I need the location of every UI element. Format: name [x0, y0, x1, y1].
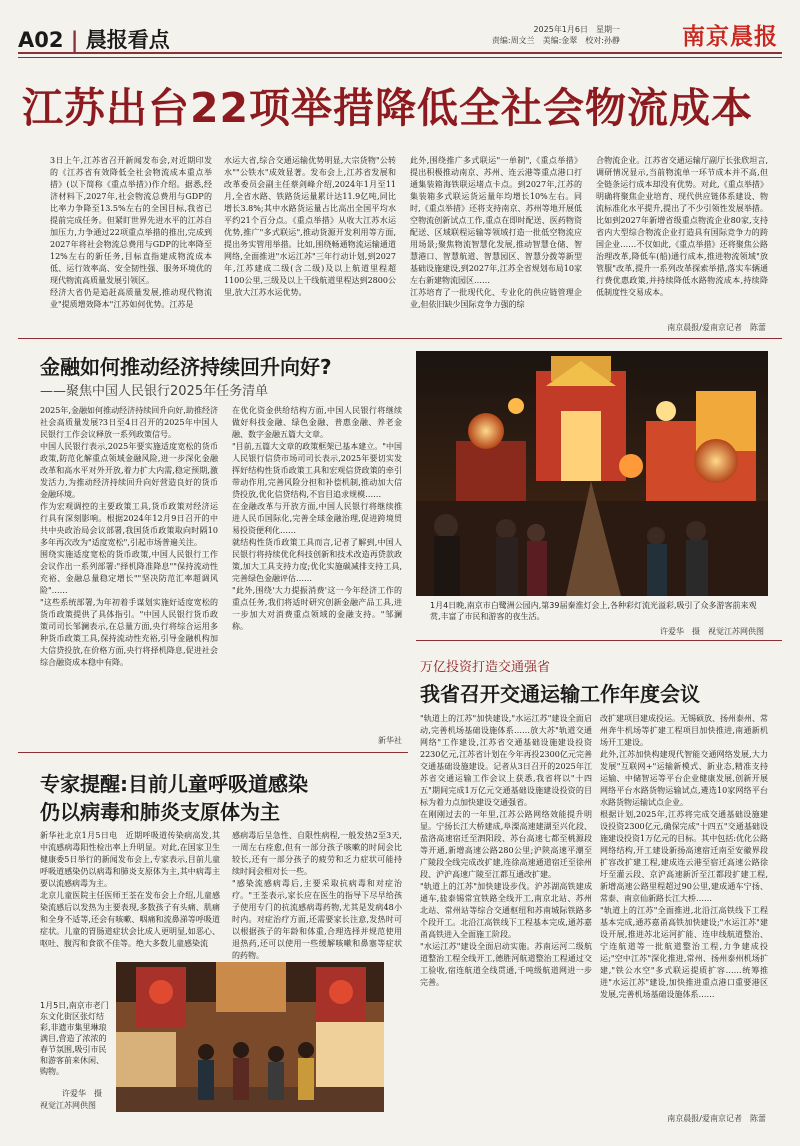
lantern-festival-photo: [416, 351, 768, 596]
health-column-1: 新华社北京1月5日电 近期呼吸道传染病高发,其中流感病毒阳性检出率上升明显。对此,在国家卫生健康委5日举行的新闻发布会上,专家表示,目前儿童呼吸道感染仍以病毒和肺炎支原体为主,其中病毒主要以流感病毒为主。 北京儿童医院主任医师王荃在发布会上介绍,儿童感染流感后以发热为主要表现,多数孩子有头痛、肌痛和全身不适等,还会有咳嗽、咽痛和流鼻涕等呼吸道症状。儿童的胃肠道症状会比成人更明显,如恶心、呕吐、腹泻和食欲不佳等。绝大多数儿童感染流: [40, 831, 220, 948]
finance-subtitle: ——聚焦中国人民银行2025年任务清单: [40, 384, 269, 399]
health-title-line-2: 仍以病毒和肺炎支原体为主: [40, 800, 280, 824]
section-name: 晨报看点: [85, 28, 170, 52]
masthead-meta: [492, 24, 620, 46]
lantern-festival-illustration: [416, 351, 768, 596]
page-code: A02: [18, 28, 64, 52]
transport-byline: 南京晨报/爱南京记者 陈蕾: [667, 1114, 766, 1123]
transport-column-1: "轨道上的江苏"加快建设,"水运江苏"建设全面启动,完善机场基础设施体系……放大苏"轨道交通网络"工作建设,江苏省交通基础设施建设投资2230亿元,江苏省计划在今年再投2300亿元完善交通基础设施建设。记者从3日召开的2025年江苏省交通运输工作会议上获悉,我省将以"十四五"期间完成1万亿元交通基础设施建设投资的目标为着力点加快建设交通强省。 在刚刚过去的一年里,江苏公路网络效能提升明显。宁扬长江大桥建成,阜溧高速建湖至兴化段、盐洛高速宿迁至泗阳段、苏台高速七都至桃源段等开通,新增高速公路280公里;沪陕高速平潮至广陵段全线完成改扩建,连徐高速通道宿迁至徐州段、沪沪高速广陵至江都互通改扩建。 "轨道上的江苏"加快建设步伐。沪苏湖高铁建成通车,盐泰锡常宜铁路全线开工,南京北站、苏州北站、常州站等综合交通枢纽和苏南城际铁路多个段开工。北沿江高铁线下工程基本完成,通苏嘉甬高铁进入全面施工阶段。 "水运江苏"建设全面启动实施。苏南运河二级航道整治工程全线开工,德胜河航道整治工程通过交工验收,宿连航道全线贯通,千吨级航道网进一步完善。: [420, 714, 592, 987]
header-rule: [18, 52, 782, 54]
lead-headline: 江苏出台22项举措降低全社会物流成本: [22, 84, 754, 132]
transport-kicker: 万亿投资打造交通强省: [420, 660, 551, 675]
market-photo-caption: 1月5日,南京市老门东文化街区张灯结彩,非遗市集里琳琅满目,营造了浓浓的春节氛围,吸引市民和游客前来休闲、购物。: [40, 1001, 109, 1076]
page-section-header: [18, 24, 170, 54]
health-title-line-1: 专家提醒:目前儿童呼吸道感染: [40, 772, 308, 796]
lead-column-4: 合物流企业。江苏省交通运输厅副厅长张欣坦言,调研情况显示,当前物流单一环节成本并不高,但全链条运行成本却没有优势。对此,《重点举措》明确将聚焦企业培育、现代供应链体系建设、物流标准化水平提升,提出了不少引领性发展举措。比如到2027年新增省级重点物流企业80家,支持省内大型综合物流企业打造具有国际竞争力的跨国企业……不仅如此,《重点举措》还将聚焦公路治理改革,降低车(船)通行成本,推进物流领域"放管服"改革,提升一系列改革探索举措,落实车辆通行费优惠政策,并持续降低水路物流成本,持续降低制度性交易成本。: [596, 156, 768, 297]
header-rule-thin: [18, 57, 782, 58]
finance-column-2: 在优化资金供给结构方面,中国人民银行将继续做好科技金融、绿色金融、普惠金融、养老金融、数字金融五篇大文章。 "目前,五篇大文章的政策框架已基本建立。"中国人民银行信贷市场司司长表示,2025年要切实发挥好结构性货币政策工具和宏观信贷政策的牵引带动作用,完善风险分担和补偿机制,推动加大信贷投放,优化信贷结构,不盲目追求规模…… 在金融改革与开放方面,中国人民银行将继续推进人民币国际化,完善全球金融治理,促进跨境贸易投资便利化…… 就结构性货币政策工具而言,记者了解到,中国人民银行将持续优化科技创新和技术改造再贷款政策,加大工具支持力度;优化实施碳减排支持工具,完善绿色金融评估…… "此外,围绕'大力提振消费'这一今年经济工作的重点任务,我们将适时研究创新金融产品工具,进一步加大对消费重点领域的金融支持。"邹澜称。: [232, 406, 402, 631]
market-photo-credit-author: 许爱华 摄: [62, 1089, 102, 1098]
transport-column-2: 改扩建项目建成投运。无锡硕放、扬州泰州、常州奔牛机场等扩建工程项目加快推进,南通新机场开工建设。 此外,江苏加快构建现代智能交通网络发展,大力发展"互联网+"运输新模式、新业态,精准支持运输、中储智运等平台企业健康发展,创新开展网络平台水路货物运输试点,遴选10家网络平台水路货物运输试点企业。 根据计划,2025年,江苏将完成交通基础设施建设投资2300亿元,确保完成"十四五"交通基础设施建设投资1万亿元的目标。其中包括:优化公路网络结构,开工建设新扬高速宿迁南至安徽界段扩容改扩建工程,建成连云港至宿迁高速公路徐圩至灌云段、京沪高速新沂至江都段扩建工程,新增高速公路里程超过90公里,建成通车宁扬、常泰、南京仙新路长江大桥…… "轨道上的江苏"全面推进,北沿江高铁线下工程基本完成,通苏嘉甬高铁加快建设;"水运江苏"建设开展,推进苏北运河扩能、连申线航道整治、宁连航道等一批航道整治工程,力争建成投运;"空中江苏"深化推进,常州、扬州泰州机场扩建,"铁公水空"多式联运提质扩容……统筹推进"水运江苏"建设,加快推进重点港口重要港区发展,完善机场基础设施体系……: [600, 714, 768, 999]
lantern-photo-credit: 许爱华 摄 视觉江苏网供图: [660, 627, 764, 636]
lead-column-3: 此外,围绕推广多式联运"一单制",《重点举措》提出积极推动南京、苏州、连云港等重点港口打通集装箱海铁联运堵点卡点。到2027年,江苏的集装箱多式联运货运量年均增长10%左右。同时,《重点举措》还将支持南京、苏州等地开展低空物流创新试点工作,重点在即时配送、医药物资配送、区域联程运输等领域打造一批低空物流应用场景;聚焦物流智慧化发展,推动智慧仓储、智慧港口、智慧航道、智慧园区、智慧分拨等新型基础设施建设,到2027年,江苏全省规划布局10家左右新建物流园区…… 江苏培育了一批现代化、专业化的供应链管理企业,但依旧缺少国际竞争力强的综: [410, 156, 582, 309]
lead-byline: 南京晨报/爱南京记者 陈蕾: [667, 323, 766, 332]
staff-credits: 责编:周文兰 美编:金翠 校对:孙静: [491, 36, 620, 45]
market-photo-credit-source: 视觉江苏网供图: [40, 1101, 96, 1110]
market-street-illustration: [116, 962, 384, 1112]
newspaper-logo: 南京晨报: [682, 23, 778, 50]
finance-title: 金融如何推动经济持续回升向好?: [40, 355, 332, 379]
finance-byline: 新华社: [378, 736, 402, 745]
finance-column-1: 2025年,金融如何推动经济持续回升向好,助推经济社会高质量发展?3日至4日召开的2025年中国人民银行工作会议释放一系列政策信号。 中国人民银行表示,2025年要实施适度宽松的货币政策,防范化解重点领域金融风险,进一步深化金融改革和高水平对外开放,着力扩大内需,稳定预期,激发活力,为推动经济持续回升向好营造良好的货币金融环境。 作为宏观调控的主要政策工具,货币政策对经济运行具有深刻影响。根据2024年12月9日召开的中共中央政治局会议部署,我国货币政策取向时隔10多年再次改为"适度宽松",引起市场普遍关注。 围绕实施适度宽松的货币政策,中国人民银行工作会议作出一系列部署:"择机降准降息""保持流动性充裕、金融总量稳定增长""坚决防范汇率超调风险"…… "这些系统部署,为年初着手谋划实施好适度宽松的货币政策提供了具体指引。"中国人民银行货币政策司司长邹澜表示,在总量方面,央行将综合运用多种货币政策工具,保持流动性充裕,引导金融机构加大信贷投放,在价格方面,央行将择机降息,促进社会综合融资成本稳中有降。: [40, 406, 218, 667]
market-street-photo: [116, 962, 384, 1112]
health-divider: [18, 752, 408, 753]
transport-title: 我省召开交通运输工作年度会议: [420, 682, 700, 706]
lantern-photo-caption: 1月4日晚,南京市白鹭洲公园内,第39届秦淮灯会上,各种彩灯流光溢彩,吸引了众多游客前来观赏,丰富了市民和游客的夜生活。: [430, 601, 757, 621]
lead-column-1: 3日上午,江苏省召开新闻发布会,对近期印发的《江苏省有效降低全社会物流成本重点举措》(以下简称《重点举措》)作介绍。据悉,经济材料下,2027年,社会物流总费用与GDP的比率力争降至13.5%左右的全国目标,我省已提前完成任务。但紧盯世界先进水平的江苏自加压力,力争通过22项重点举措的推出,完成到2027年将社会物流总费用与GDP的比率降至12%左右的新任务,目标直指建成物流成本低、运行效率高、安全韧性强、服务环境优的现代物流高质量发展引领区。 经济大省仍是追赶高质量发展,推动现代物流业"提质增效降本"江苏如何优势。江苏是: [50, 156, 212, 309]
health-column-2: 感病毒后呈急性、自限性病程,一般发热2至3天,一周左右痊愈,但有一部分孩子咳嗽的时间会比较长,还有一部分孩子的疲劳和乏力症状可能持续时间会相对长一些。 "感染流感病毒后,主要采取抗病毒和对症治疗。"王荃表示,家长应在医生的指导下尽早给孩子使用专门的抗流感病毒药物,尤其是发病48小时内。对症治疗方面,还需要家长注意,发热时可以根据孩子的年龄和体重,合理选择并规范使用退热药,还可以使用一些缓解咳嗽和鼻塞等症状的药物。: [232, 831, 402, 960]
lead-column-2: 水运大省,综合交通运输优势明显,大宗货物"公转水""公铁水"成效显著。发布会上,江苏省发展和改革委员会副主任蔡剑峰介绍,2024年1月至11月,全省水路、铁路货运量累计达11.9亿吨,同比增长3.8%;其中水路货运量占比高出全国平均水平约21个百分点。《重点举措》从收大江苏水运优势,推广"多式联运",推动货源开发利用等方面,提出务实管用举措。比如,围绕畅通物流运输通道网络,全面推进"水运江苏"三年行动计划,到2027年,江苏建成二级(含二级)及以上航道里程超1100公里,三级及以上干线航道里程达到2800公里,放大江苏水运优势。: [224, 156, 396, 297]
issue-date: 2025年1月6日 星期一: [533, 25, 620, 34]
section-separator: |: [70, 28, 79, 52]
photo-divider: [416, 640, 782, 641]
section-divider: [18, 338, 782, 339]
